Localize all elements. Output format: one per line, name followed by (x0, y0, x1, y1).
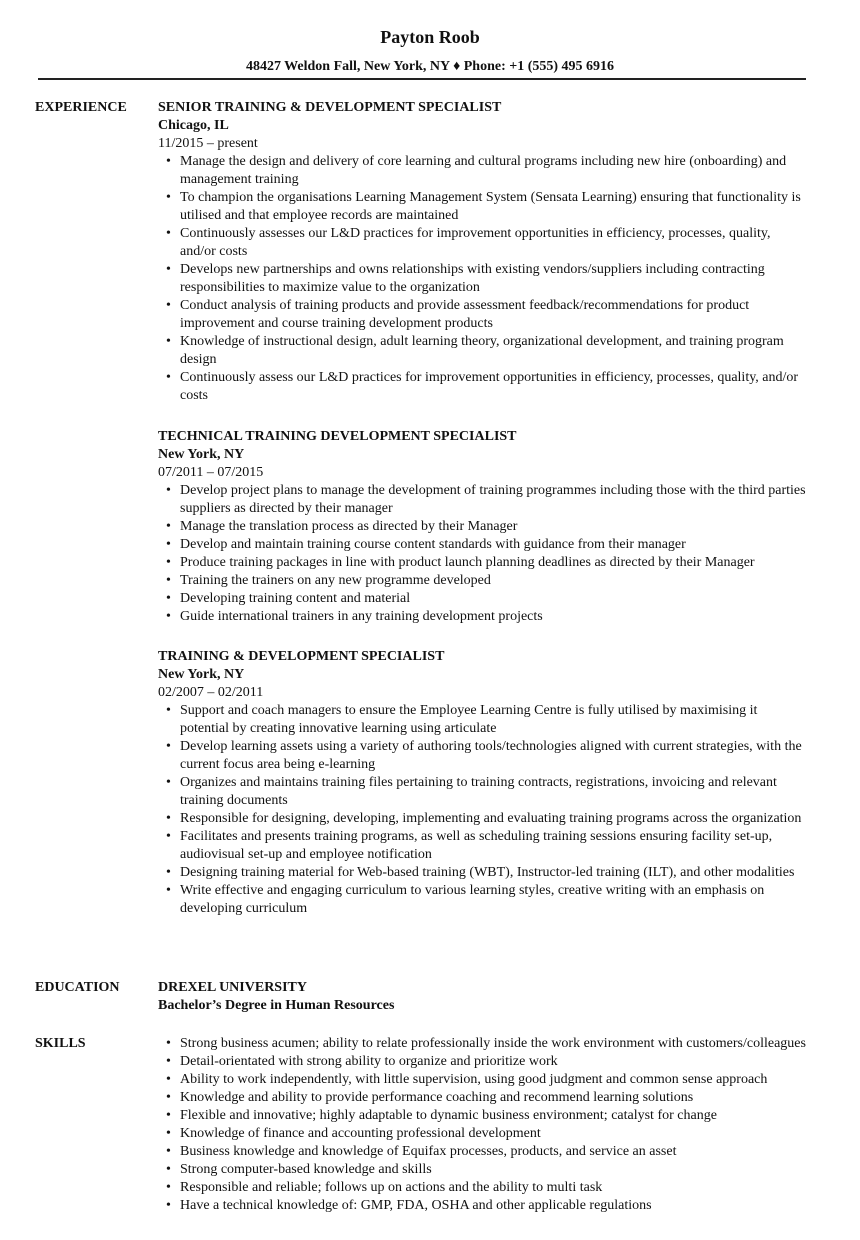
school-name: DREXEL UNIVERSITY (158, 980, 307, 995)
job-entry (158, 648, 808, 918)
list-item: • Continuously assess our L&D practices for improvement opportunities in efficiency, processes, quality, and/or costs (180, 369, 808, 405)
list-item: • Ability to work independently, with little supervision, using good judgment and common sense approach (180, 1071, 808, 1089)
job-location: Chicago, IL (158, 118, 229, 133)
job-bullets (158, 153, 808, 405)
job-location: New York, NY (158, 667, 245, 682)
experience-heading: EXPERIENCE (35, 100, 127, 115)
degree: Bachelor’s Degree in Human Resources (158, 998, 395, 1013)
job-dates: 11/2015 – present (158, 136, 258, 151)
job-location: New York, NY (158, 447, 245, 462)
list-item: • Organizes and maintains training files pertaining to training contracts, registrations, invoicing and relevant training documents (180, 774, 808, 810)
header-divider (38, 78, 806, 80)
contact-line: 48427 Weldon Fall, New York, NY ♦ Phone: +1 (555) 495 6916 (245, 59, 615, 74)
list-item: • Develops new partnerships and owns relationships with existing vendors/suppliers including contracting responsibilities to maximize value to the organization (180, 261, 808, 297)
list-item: • Knowledge and ability to provide performance coaching and recommend learning solutions (180, 1089, 808, 1107)
job-title: TRAINING & DEVELOPMENT SPECIALIST (158, 649, 445, 664)
list-item: • Business knowledge and knowledge of Equifax processes, products, and service an asset (180, 1143, 808, 1161)
job-dates: 07/2011 – 07/2015 (158, 465, 264, 480)
list-item: • Guide international trainers in any training development projects (180, 608, 808, 626)
candidate-name: Payton Roob (380, 27, 480, 47)
job-bullets (158, 482, 808, 626)
list-item: • To champion the organisations Learning Management System (Sensata Learning) ensuring that functionality is utilised and that employee records are maintained (180, 189, 808, 225)
education-heading: EDUCATION (35, 980, 120, 995)
list-item: • Strong computer-based knowledge and skills (180, 1161, 808, 1179)
list-item: • Knowledge of finance and accounting professional development (180, 1125, 808, 1143)
skills-heading: SKILLS (35, 1036, 86, 1051)
list-item: • Flexible and innovative; highly adaptable to dynamic business environment; catalyst for change (180, 1107, 808, 1125)
list-item: • Continuously assesses our L&D practices for improvement opportunities in efficiency, processes, quality, and/or costs (180, 225, 808, 261)
list-item: • Develop and maintain training course content standards with guidance from their manager (180, 536, 808, 554)
job-title: TECHNICAL TRAINING DEVELOPMENT SPECIALIST (158, 429, 517, 444)
list-item: • Developing training content and material (180, 590, 808, 608)
job-title: SENIOR TRAINING & DEVELOPMENT SPECIALIST (158, 100, 502, 115)
list-item: • Strong business acumen; ability to relate professionally inside the work environment with customers/colleagues (180, 1035, 808, 1053)
list-item: • Responsible for designing, developing, implementing and evaluating training programs across the organization (180, 810, 808, 828)
skills-list-container (158, 1035, 808, 1215)
list-item: • Facilitates and presents training programs, as well as scheduling training sessions ensuring facility set-up, audiovisual set-up and employee notification (180, 828, 808, 864)
job-entry (158, 428, 808, 626)
list-item: • Manage the design and delivery of core learning and cultural programs including new hire (onboarding) and management training (180, 153, 808, 189)
list-item: • Develop project plans to manage the development of training programmes including those with the third parties suppliers as directed by their manager (180, 482, 808, 518)
list-item: • Produce training packages in line with product launch planning deadlines as directed by their Manager (180, 554, 808, 572)
list-item: • Training the trainers on any new programme developed (180, 572, 808, 590)
list-item: • Conduct analysis of training products and provide assessment feedback/recommendations for product improvement and course training development products (180, 297, 808, 333)
list-item: • Manage the translation process as directed by their Manager (180, 518, 808, 536)
job-bullets (158, 702, 808, 918)
list-item: • Detail-orientated with strong ability to organize and prioritize work (180, 1053, 808, 1071)
list-item: • Write effective and engaging curriculum to various learning styles, creative writing with an emphasis on developing curriculum (180, 882, 808, 918)
job-dates: 02/2007 – 02/2011 (158, 685, 264, 700)
list-item: • Develop learning assets using a variety of authoring tools/technologies aligned with current strategies, with the current focus area being e-learning (180, 738, 808, 774)
list-item: • Knowledge of instructional design, adult learning theory, organizational development, and training program design (180, 333, 808, 369)
job-entry (158, 99, 808, 405)
list-item: • Designing training material for Web-based training (WBT), Instructor-led training (ILT), and other modalities (180, 864, 808, 882)
list-item: • Have a technical knowledge of: GMP, FDA, OSHA and other applicable regulations (180, 1197, 808, 1215)
list-item: • Responsible and reliable; follows up on actions and the ability to multi task (180, 1179, 808, 1197)
list-item: • Support and coach managers to ensure the Employee Learning Centre is fully utilised by maximising it potential by creating innovative learning using articulate (180, 702, 808, 738)
skills-list (158, 1035, 808, 1215)
education-entry (158, 979, 808, 1015)
